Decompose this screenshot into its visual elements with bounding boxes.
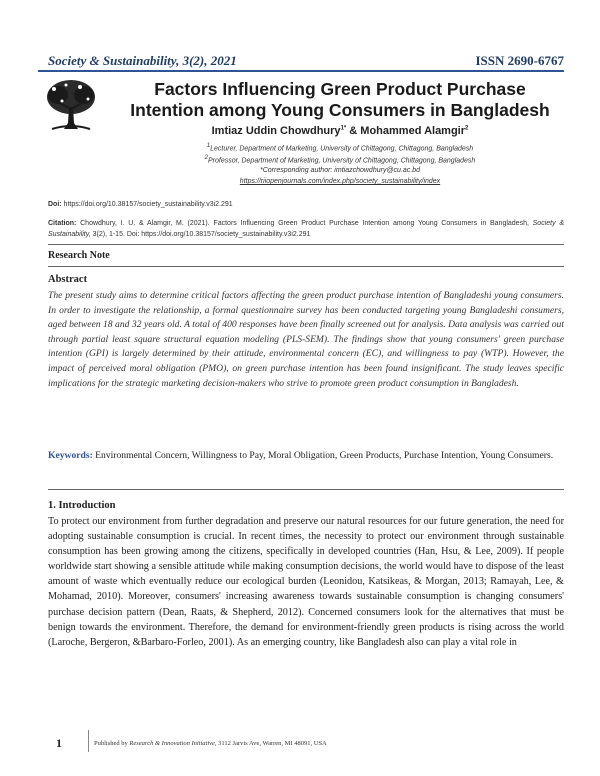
footer-publisher: Published by Research & Innovation Initiative, 3112 Jarvis Ave, Warren, MI 48091, USA <box>94 740 327 747</box>
section-heading-introduction: 1. Introduction <box>48 500 116 511</box>
title-line-1: Factors Influencing Green Product Purchase <box>154 79 526 99</box>
author-2-sup: 2 <box>465 125 469 132</box>
affiliation-1: $^1$Lecturer, Department of Marketing, University of Chittagong, Chittagong, Bangladesh <box>206 143 474 153</box>
issn: ISSN 2690-6767 <box>475 53 564 68</box>
keywords <box>48 449 564 464</box>
introduction-text: To protect our environment from further degradation and preserve our natural resources for our future generation, the need for adopting sustainable consumption is crucial. In recent times, the necessity to protect our environment through sustainable consumption has been growing among the citizens, specifically in developed countries (Han, Hsu, & Lee, 2009). If people worldwide start showing a sensible attitude while making consumption decisions, the world would have to dispose of the least amount of waste which eventually reduce our ecological burden (Leonidou, Katsikeas, & Morgan, 2013; Ramayah, Lee, & Mohamad, 2010). Moreover, consumers' increasing awareness towards sustainable consumption is changing consumers' purchase decision pattern (Dean, Raats, & Shepherd, 2012). Concerned consumers look for the alternatives that must be benign towards the environment. Therefore, the demand for environment-friendly green products is rising across the world (Laroche, Bergeron, &Barbaro-Forleo, 2001). As an emerging country, like Bangladesh also can play a vital role in <box>48 516 564 648</box>
citation-journal: Society & Sustainability, <box>48 220 564 238</box>
corresponding-author: *Corresponding author: imtiazchowdhury@cu.ac.bd <box>259 167 421 174</box>
divider <box>48 266 564 267</box>
abstract-text: The present study aims to determine critical factors affecting the green product purchase intention of Bangladeshi young consumers. In order to investigate the relationship, a formal questionnaire survey has been conducted targeting young Bangladeshi consumers, aged between 18 and 32 years old. A total of 400 responses have been finally screened out for analysis. Data analysis was carried out through partial least square structural equation modeling (PLS-SEM). The findings show that young consumers' green purchase intention (GPI) is largely determined by their attitude, environmental concern (EC), and willingness to pay (WTP). However, the impact of perceived moral obligation (PMO), on green purchase intention has been found insignificant. The study leaves specific implications for the strategic marketing decision-makers who strive to promote green product consumption in Bangladesh. <box>48 290 564 389</box>
journal-name: Society & Sustainability, 3(2), 2021 <box>48 53 237 68</box>
header-rule <box>38 70 564 72</box>
divider <box>48 244 564 245</box>
tree-logo-icon <box>44 77 98 131</box>
divider <box>48 489 564 490</box>
author-1-sup: 1* <box>340 125 347 132</box>
citation: Citation: Chowdhury, I. U. & Alamgir, M. (2021). Factors Influencing Green Product Purchase Intention among Young Consumers in Bangladesh, Society & Sustainability, 3(2), 1-15. Doi: https://doi.org/10.38157/society_sustainability.v3i2.291 <box>48 220 564 238</box>
author-2: Mohammed Alamgir <box>360 125 466 137</box>
doi-label: Doi: <box>48 201 62 208</box>
doi-link[interactable]: https://doi.org/10.38157/society_sustainability.v3i2.291 <box>61 201 233 208</box>
doi <box>48 199 564 210</box>
journal-url-link[interactable]: https://riiopenjournals.com/index.php/society_sustainability/index <box>239 178 441 185</box>
author-separator: & <box>346 125 361 137</box>
abstract-heading: Abstract <box>48 274 88 285</box>
authors <box>110 125 570 137</box>
keywords-text: Environmental Concern, Willingness to Pay, Moral Obligation, Green Products, Purchase Intention, Young Consumers. <box>92 450 554 461</box>
author-1: Imtiaz Uddin Chowdhury <box>211 125 341 137</box>
citation-label: Citation: <box>48 220 77 227</box>
keywords-label: Keywords: <box>48 450 93 461</box>
article-type: Research Note <box>48 250 110 261</box>
footer-divider <box>88 730 89 752</box>
title-line-2: Intention among Young Consumers in Bangladesh <box>130 100 550 120</box>
page-number: 1 <box>56 736 62 750</box>
affiliation-2: $^2$Professor, Department of Marketing, University of Chittagong, Chittagong, Bangladesh <box>204 155 476 165</box>
